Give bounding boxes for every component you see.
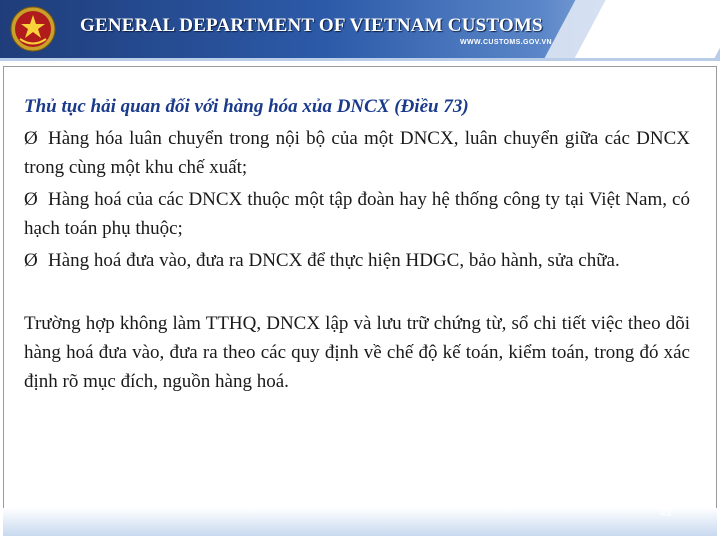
header-bottom-line	[0, 58, 720, 61]
section-heading: Thủ tục hải quan đối với hàng hóa xủa DNCX (Điều 73)	[24, 96, 469, 117]
slide-content	[24, 92, 690, 396]
page-number: 43	[660, 508, 672, 519]
body-paragraph: Trường hợp không làm TTHQ, DNCX lập và lưu trữ chứng từ, sổ chi tiết việc theo dõi hàng hoá đưa vào, đưa ra theo các quy định về chế độ kế toán, kiểm toán, trong đó xác định rõ mục đích, nguồn hàng hoá.	[24, 313, 690, 392]
bullet-text: Hàng hoá đưa vào, đưa ra DNCX để thực hiện HDGC, bảo hành, sửa chữa.	[48, 250, 620, 271]
arrow-bullet-icon: Ø	[24, 189, 38, 210]
customs-emblem-icon	[10, 6, 56, 52]
bullet-item	[24, 185, 690, 243]
arrow-bullet-icon: Ø	[24, 128, 38, 149]
bullet-text: Hàng hóa luân chuyển trong nội bộ của một DNCX, luân chuyển giữa các DNCX trong cùng một khu chế xuất;	[24, 128, 690, 178]
header-title: GENERAL DEPARTMENT OF VIETNAM CUSTOMS	[80, 15, 543, 36]
bullet-item	[24, 246, 690, 275]
footer-gradient-band	[3, 508, 717, 536]
bullet-text: Hàng hoá của các DNCX thuộc một tập đoàn hay hệ thống công ty tại Việt Nam, có hạch toán phụ thuộc;	[24, 189, 690, 239]
header-website-url: WWW.CUSTOMS.GOV.VN	[460, 39, 552, 46]
arrow-bullet-icon: Ø	[24, 250, 38, 271]
bullet-item	[24, 124, 690, 182]
header-banner	[0, 0, 720, 62]
